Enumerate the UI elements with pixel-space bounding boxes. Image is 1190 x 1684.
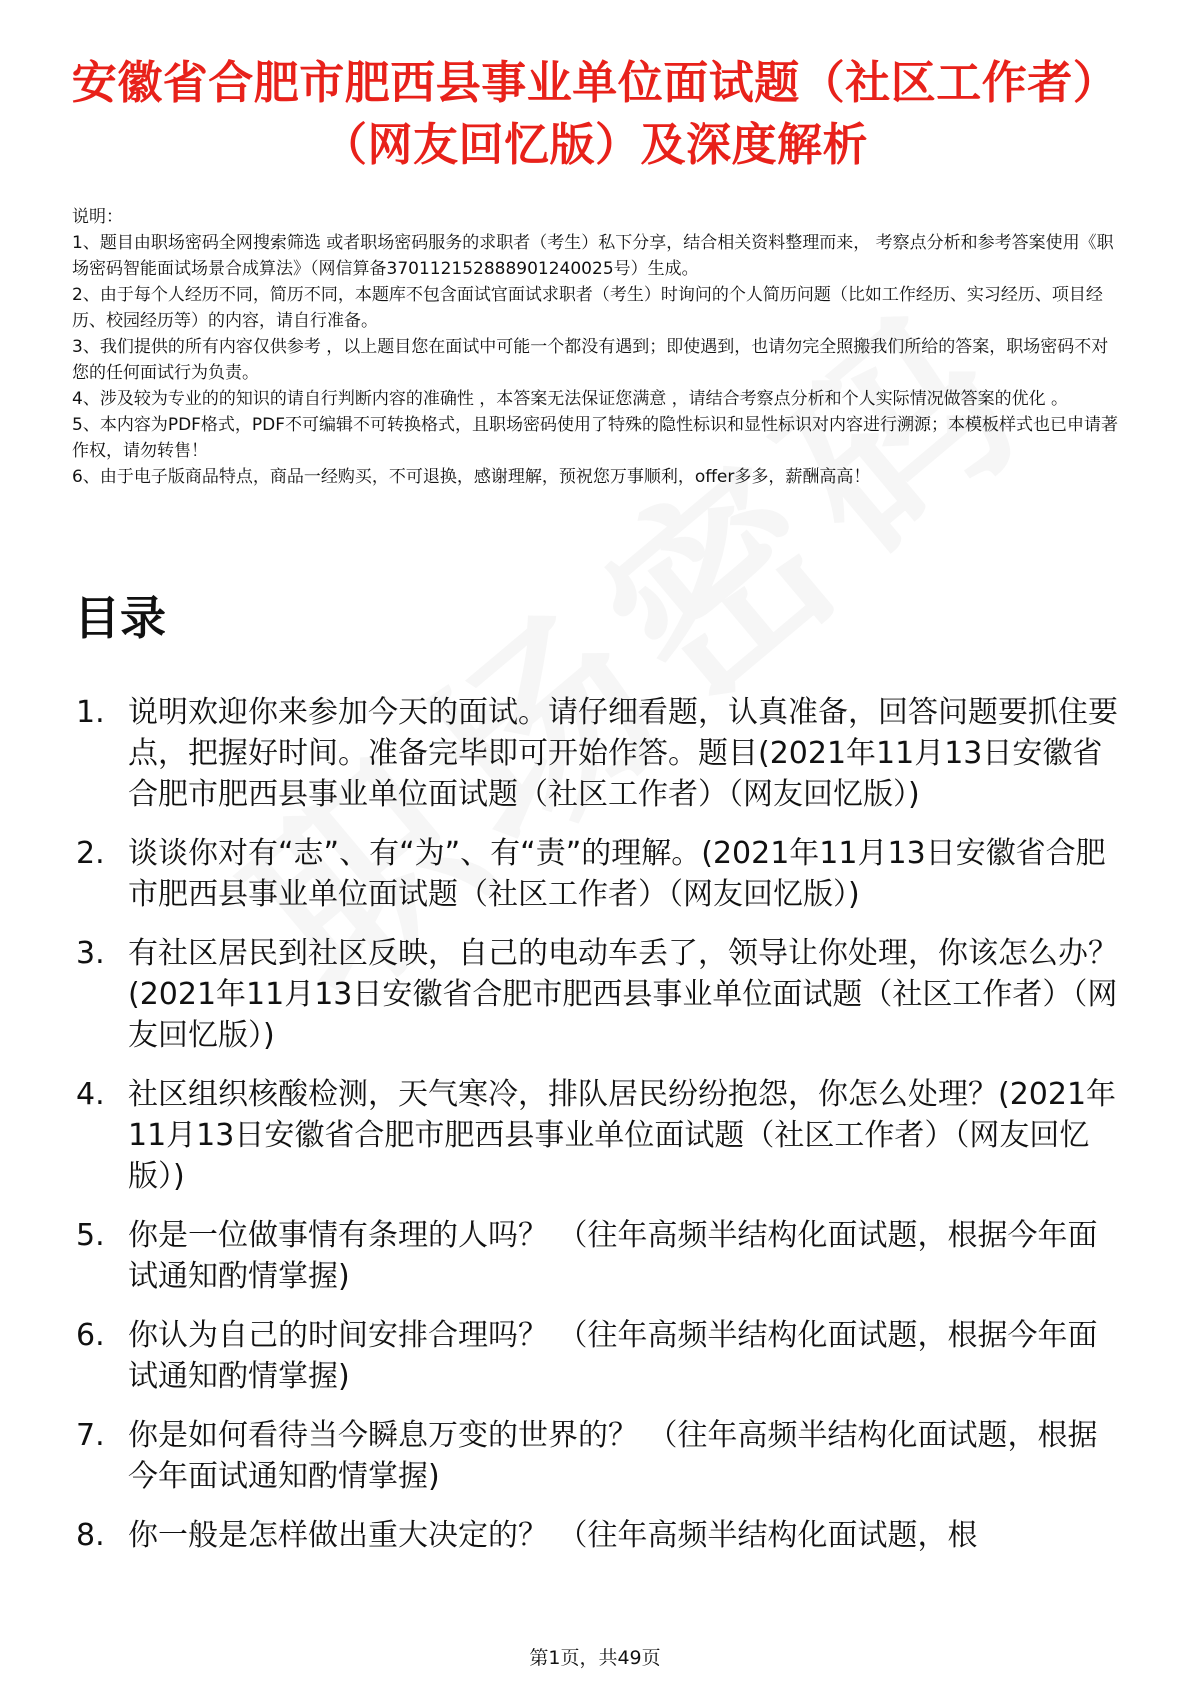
toc-item[interactable] xyxy=(72,1315,1122,1397)
toc-item-text: 你是如何看待当今瞬息万变的世界的？ （往年高频半结构化面试题，根据今年面试通知酌情掌握) xyxy=(128,1418,1098,1494)
toc-item-number: 5. xyxy=(76,1218,105,1253)
notes-line: 说明： xyxy=(72,207,123,227)
toc-item-number: 4. xyxy=(76,1077,105,1112)
notes-line: 1、题目由职场密码全网搜索筛选 或者职场密码服务的求职者（考生）私下分享，结合相关资料整理而来， 考察点分析和参考答案使用《职场密码智能面试场景合成算法》（网信算备370112152888901240025号）生成。 xyxy=(72,233,1114,279)
toc-item-text: 有社区居民到社区反映，自己的电动车丢了，领导让你处理，你该怎么办？(2021年11月13日安徽省合肥市肥西县事业单位面试题（社区工作者）（网友回忆版）) xyxy=(128,936,1118,1053)
notes-section xyxy=(72,204,1122,490)
toc-list xyxy=(72,692,1122,1574)
toc-item-text: 说明欢迎你来参加今天的面试。请仔细看题，认真准备，回答问题要抓住要点，把握好时间。准备完毕即可开始作答。题目(2021年11月13日安徽省合肥市肥西县事业单位面试题（社区工作者）（网友回忆版）) xyxy=(128,695,1118,812)
notes-line: 4、涉及较为专业的的知识的请自行判断内容的准确性 ，本答案无法保证您满意 ，请结合考察点分析和个人实际情况做答案的优化 。 xyxy=(72,389,1069,409)
toc-item-text: 社区组织核酸检测，天气寒冷，排队居民纷纷抱怨，你怎么处理？(2021年11月13日安徽省合肥市肥西县事业单位面试题（社区工作者）（网友回忆版）) xyxy=(128,1077,1117,1194)
toc-item-text: 你是一位做事情有条理的人吗？ （往年高频半结构化面试题，根据今年面试通知酌情掌握) xyxy=(128,1218,1098,1294)
notes-line: 3、我们提供的所有内容仅供参考 ，以上题目您在面试中可能一个都没有遇到；即使遇到，也请勿完全照搬我们所给的答案，职场密码不对您的任何面试行为负责。 xyxy=(72,337,1109,383)
toc-item-text: 谈谈你对有“志”、有“为”、有“责”的理解。(2021年11月13日安徽省合肥市肥西县事业单位面试题（社区工作者）（网友回忆版）) xyxy=(128,836,1106,912)
toc-item[interactable] xyxy=(72,933,1122,1056)
toc-item-number: 6. xyxy=(76,1318,105,1353)
toc-item-text: 你认为自己的时间安排合理吗？ （往年高频半结构化面试题，根据今年面试通知酌情掌握) xyxy=(128,1318,1098,1394)
toc-item[interactable] xyxy=(72,1215,1122,1297)
notes-line: 2、由于每个人经历不同，简历不同，本题库不包含面试官面试求职者（考生）时询问的个人简历问题（比如工作经历、实习经历、项目经历、校园经历等）的内容，请自行准备。 xyxy=(72,285,1103,331)
toc-item[interactable] xyxy=(72,692,1122,815)
toc-heading: 目录 xyxy=(74,591,166,645)
notes-line: 6、由于电子版商品特点，商品一经购买，不可退换，感谢理解，预祝您万事顺利，offer多多，薪酬高高！ xyxy=(72,467,871,487)
toc-item-number: 2. xyxy=(76,836,105,871)
toc-item[interactable] xyxy=(72,1415,1122,1497)
toc-item[interactable] xyxy=(72,1515,1122,1556)
toc-item-number: 1. xyxy=(76,695,105,730)
toc-item-number: 7. xyxy=(76,1418,105,1453)
toc-item-number: 3. xyxy=(76,936,105,971)
toc-item[interactable] xyxy=(72,833,1122,915)
page-number-footer: 第1页，共49页 xyxy=(529,1647,661,1669)
toc-item[interactable] xyxy=(72,1074,1122,1197)
toc-item-number: 8. xyxy=(76,1518,105,1553)
toc-item-text: 你一般是怎样做出重大决定的？ （往年高频半结构化面试题，根 xyxy=(128,1518,978,1553)
document-title: 安徽省合肥市肥西县事业单位面试题（社区工作者）（网友回忆版）及深度解析 xyxy=(71,56,1119,171)
notes-line: 5、本内容为PDF格式，PDF不可编辑不可转换格式，且职场密码使用了特殊的隐性标识和显性标识对内容进行溯源；本模板样式也已申请著作权，请勿转售！ xyxy=(72,415,1119,461)
